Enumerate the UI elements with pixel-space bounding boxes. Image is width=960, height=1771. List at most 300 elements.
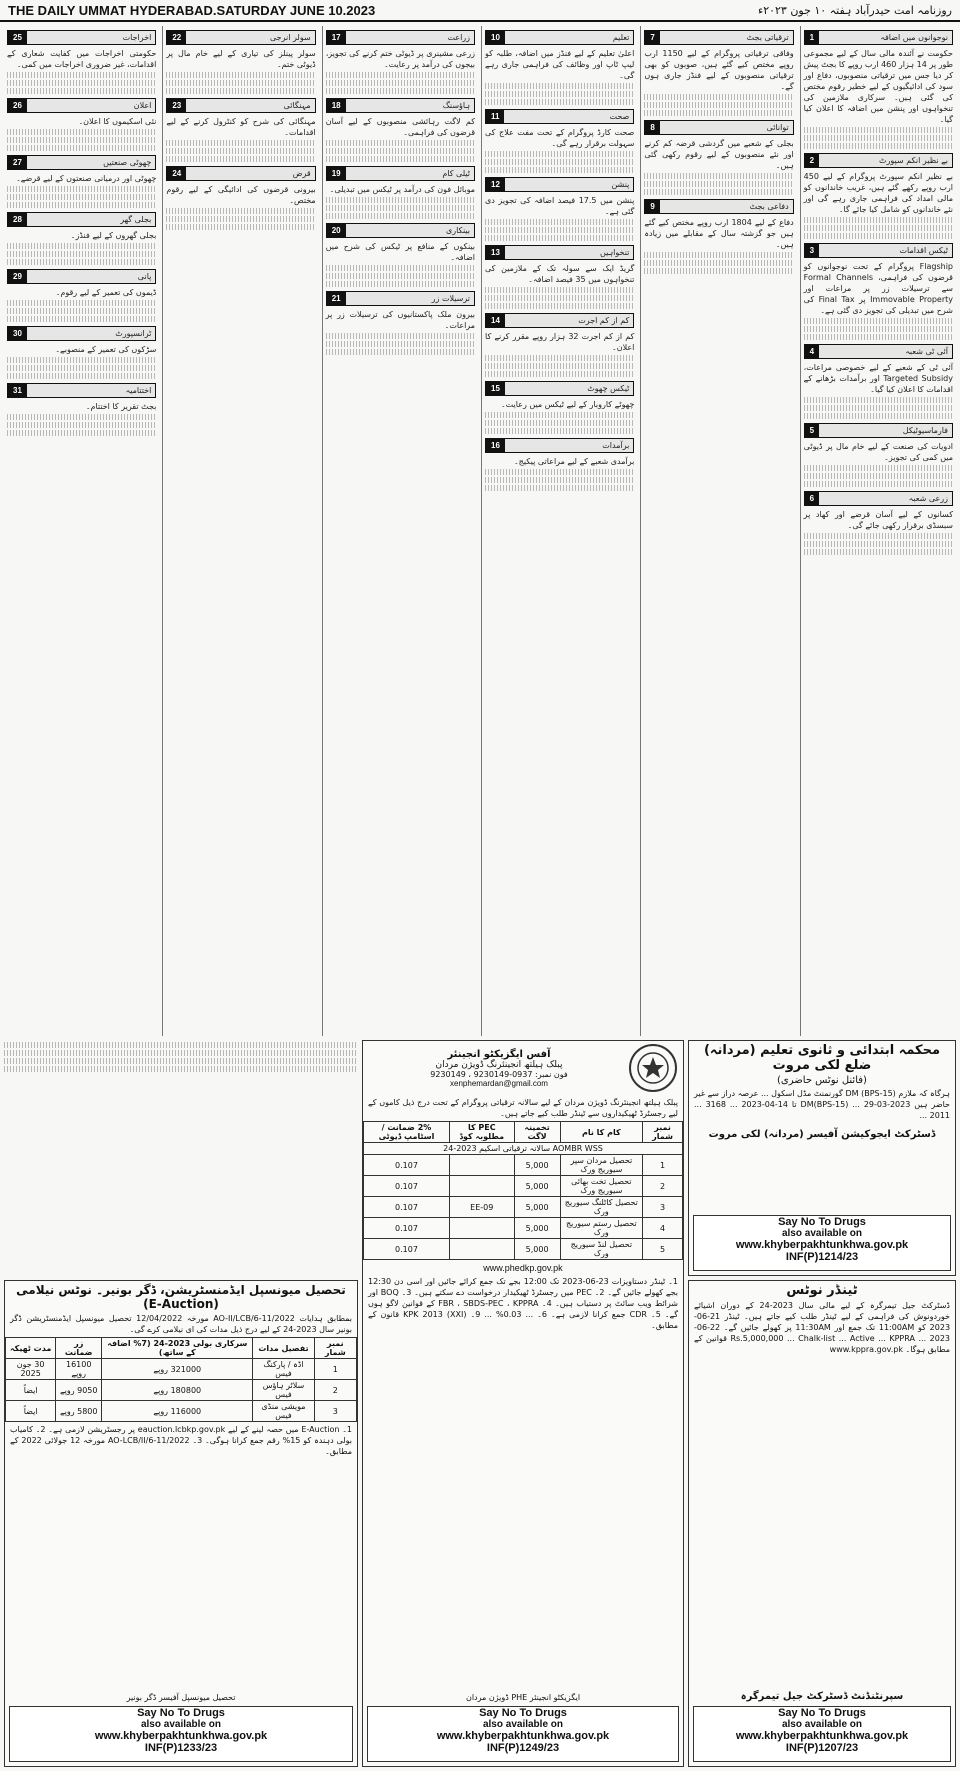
section-header [7,326,156,341]
text-filler-line [644,173,793,179]
section-text: بے نظیر انکم سپورٹ پروگرام کے لیے 450 ارب روپے رکھے گئے ہیں، غریب خاندانوں کو مالی امداد کی فراہمی جاری رہے گی اور نئے خاندانوں کو شامل کیا جائے گا۔ [803,172,953,214]
section-number: 29 [8,270,27,283]
say-no-to-drugs: Say No To Drugs [778,1707,866,1719]
text-filler-line [326,333,475,339]
text-filler-line [804,217,953,223]
text-filler-line [485,167,634,173]
table-cell: EE-09 [449,1197,514,1218]
text-filler-line [166,224,315,230]
table-header-cell: PEC کا مطلوبہ کوڈ [449,1122,514,1143]
table-cell: تحصیل رستم سیوریج ورک [560,1218,642,1239]
section-text: بیرون ملک پاکستانیوں کی ترسیلات زر پر مراعات۔ [325,310,476,330]
text-filler-line [644,252,793,258]
section-title: ٹیکس چھوٹ [587,384,630,393]
table-header-cell: مدت ٹھیکہ [6,1338,56,1359]
section-header [7,155,156,170]
text-filler-line [326,281,475,287]
section-title: برآمدات [602,441,630,450]
table-cell: 5 [643,1239,683,1260]
section-header [7,269,156,284]
section-text: چھوٹی اور درمیانی صنعتوں کے لیے قرضے۔ [16,174,157,183]
text-filler-line [166,140,315,146]
text-filler-line [7,414,156,420]
section-title: قرض [292,169,311,178]
text-filler-line [326,156,475,162]
text-filler-line [326,341,475,347]
text-filler-line [166,72,315,78]
text-filler-line [7,300,156,306]
text-filler-line [7,145,156,151]
tender-title: ٹینڈر نوٹس [786,1283,858,1298]
section-text: بیرونی قرضوں کی ادائیگی کے لیے رقوم مختص۔ [166,185,316,205]
text-filler-line [644,94,793,100]
table-cell: 2 [643,1176,683,1197]
section-text: سولر پینلز کی تیاری کے لیے خام مال پر ڈیوٹی ختم۔ [166,49,316,69]
masthead [0,0,960,22]
section-text: ادویات کی صنعت کے لیے خام مال پر ڈیوٹی میں کمی کی تجویز۔ [803,442,953,462]
section-text: بینکوں کے منافع پر ٹیکس کی شرح میں اضافہ۔ [325,242,476,262]
section-number: 14 [486,314,505,327]
table-cell: 9050 روپے [56,1380,102,1401]
section-header [804,243,953,258]
notice-ref: INF(P)1214/23 [785,1251,859,1263]
text-filler-line [804,405,953,411]
section-text: نئی اسکیموں کا اعلان۔ [78,117,157,126]
website-link[interactable]: www.khyberpakhtunkhwa.gov.pk [436,1730,610,1742]
text-filler-line [804,318,953,324]
text-filler-line [485,363,634,369]
text-filler-line [326,148,475,154]
tender-footer [693,1706,951,1762]
section-number: 1 [805,31,819,44]
table-cell: ایضاً [6,1380,56,1401]
kp-government-logo-icon [629,1044,677,1092]
section-title: ہاؤسنگ [442,101,471,110]
section-title: سولر انرجی [269,33,311,42]
section-header [7,212,156,227]
available-on: also available on [781,1719,863,1730]
table-cell: 30 جون 2025 [6,1359,56,1380]
news-column [322,26,478,1036]
section-header [7,383,156,398]
text-filler-line [644,181,793,187]
table-cell: تحصیل لنڈ سیوریج ورک [560,1239,642,1260]
text-filler-line [485,83,634,89]
text-filler-line [7,422,156,428]
text-filler-line [7,129,156,135]
section-number: 11 [486,110,504,123]
section-title: ٹیلی کام [442,169,471,178]
auction-footer [9,1706,353,1762]
text-filler-line [166,88,315,94]
section-title: ترسیلات زر [431,294,471,303]
section-title: اخراجات [122,33,152,42]
text-filler-line [7,316,156,322]
text-filler-line [804,549,953,555]
text-filler-line [804,413,953,419]
text-filler-line [7,251,156,257]
table-cell [449,1155,514,1176]
auction-conditions: 1۔ E-Auction میں حصہ لینے کے لیے eauction.lcbkp.gov.pk پر رجسٹریشن لازمی ہے۔ 2۔ کامیاب بولی دہندہ کو 15% رقم جمع کرانا ہوگی۔ 3۔ AO-LCB/II/6-11/2022 مورخہ 12 جولائی 2022 کے مطابق۔ [10,1425,353,1456]
text-filler-line [166,216,315,222]
text-filler-line [804,473,953,479]
text-filler-line [7,308,156,314]
text-filler-line [7,72,156,78]
section-header [804,344,953,359]
section-number: 7 [645,31,659,44]
phe-email[interactable]: xenphemardan@gmail.com [450,1078,548,1088]
section-number: 17 [327,31,346,44]
text-filler-line [326,80,475,86]
phe-footer [367,1706,679,1762]
section-header [7,30,156,45]
text-filler-line [7,186,156,192]
section-text: کم لاگت رہائشی منصوبوں کے لیے آسان قرضوں کی فراہمی۔ [325,117,476,137]
text-filler-line [804,225,953,231]
phe-tender-notice [362,1040,684,1767]
text-filler-line [7,373,156,379]
section-text: مہنگائی کی شرح کو کنٹرول کرنے کے لیے اقدامات۔ [166,117,316,137]
section-text: حکومت نے آئندہ مالی سال کے لیے مجموعی طور پر 14 ہزار 460 ارب روپے کا بجٹ پیش کر دیا جس میں ترقیاتی منصوبوں، دفاع اور سود کی ادائیگیوں کے لیے خطیر رقوم مختص کی گئی ہیں۔ سرکاری ملازمین کی تنخواہوں اور پنشن میں اضافہ کا اعلان کیا گیا۔ [803,49,953,124]
text-filler-line [326,72,475,78]
section-number: 27 [8,156,27,169]
section-header [326,30,475,45]
table-cell: تحصیل مردان سپر سیوریج ورک [560,1155,642,1176]
table-row [6,1401,357,1422]
table-header-cell: 2% ضمانت / اسٹامپ ڈیوٹی [364,1122,450,1143]
jail-tender-notice [688,1280,956,1767]
text-filler-line [485,303,634,309]
table-header-cell: سرکاری بولی 2023-24 (7% اضافہ کے ساتھ) [102,1338,253,1359]
notice-ref: INF(P)1249/23 [486,1742,560,1754]
section-header [644,30,793,45]
text-filler-line [326,88,475,94]
text-filler-line [804,397,953,403]
table-header-cell: کام کا نام [560,1122,642,1143]
section-text: Flagship پروگرام کے تحت نوجوانوں کو قرضوں کی فراہمی، Formal Channels سے ترسیلات زر پر مراعات اور Immovable Property پر Final Tax کی شرح میں تبدیلی کی تجویز دی گئی ہے۔ [803,262,954,315]
table-cell: سلاٹر ہاؤس فیس [253,1380,314,1401]
text-filler-line [485,371,634,377]
section-title: بجلی گھر [120,215,152,224]
text-filler-line [7,88,156,94]
section-title: تعلیم [612,33,630,42]
section-number: 30 [8,327,27,340]
section-number: 20 [327,224,346,237]
section-title: دفاعی بجٹ [749,202,789,211]
section-title: آئی ٹی شعبہ [905,347,948,356]
text-filler-line [485,428,634,434]
table-cell: 180800 روپے [102,1380,253,1401]
table-cell [449,1239,514,1260]
text-filler-line [485,287,634,293]
tender-office: سپرنٹنڈنٹ ڈسٹرکٹ جیل تیمرگرہ [740,1691,904,1702]
notice-body: ہرگاہ کہ ملازم DM (BPS-15) گورنمنٹ مڈل اسکول ... عرصہ دراز سے غیر حاضر ہیں DM(BPS-15) ... 29-03-2023 تا 14-04-2023 ... 3168 ... 2011 ... [694,1089,951,1120]
table-cell: 5,000 [514,1239,560,1260]
phe-intro: پبلک ہیلتھ انجینئرنگ ڈویژن مردان کے لیے سالانہ ترقیاتی پروگرام کے تحت درج ذیل کاموں کے لیے رجسٹرڈ ٹھیکیداروں سے ٹینڈر طلب کیے جاتے ہیں۔ [368,1098,678,1118]
section-number: 15 [486,382,505,395]
text-filler-line [804,135,953,141]
auction-intro: بمطابق ہدایات AO-II/LCB/6-11/2022 مورخہ 12/04/2022 تحصیل میونسپل ایڈمنسٹریشن ڈگر بونیر سال 2023-24 کے لیے درج ذیل مدات کی ای نیلامی کرے گی۔ [10,1314,353,1334]
text-filler-line [485,477,634,483]
tender-body: ڈسٹرکٹ جیل تیمرگرہ کے لیے مالی سال 2023-24 کے دوران اشیائے خوردونوش کی فراہمی کے لیے ٹینڈر طلب کیے جاتے ہیں۔ ٹینڈر 21-06-2023 کو 11:00AM تک جمع اور 11:30AM پر کھولے جائیں گے۔ 22-06-2023 ... Rs.5,000,000 ... Chalk-list ... Active ... KPPRA قوانین کے مطابق ہوگا۔ www.kppra.gov.pk [694,1301,951,1354]
text-filler-line [804,127,953,133]
phe-header2: پبلک ہیلتھ انجینئرنگ ڈویژن مردان [435,1059,563,1070]
table-cell: 5800 روپے [56,1401,102,1422]
phe-header1: آفس ایگزیکٹو انجینئر [447,1048,551,1060]
table-header-cell: نمبر شمار [314,1338,356,1359]
text-filler-line [804,541,953,547]
section-title: نوجوانوں میں اضافہ [880,33,948,42]
section-header [644,120,793,135]
notice-ref: INF(P)1233/23 [144,1742,218,1754]
table-cell: 321000 روپے [102,1359,253,1380]
section-number: 31 [8,384,27,397]
section-header [166,30,315,45]
section-number: 18 [327,99,346,112]
table-cell: تحصیل تخت بھائی سیوریج ورک [560,1176,642,1197]
section-number: 23 [167,99,186,112]
available-on: also available on [482,1719,564,1730]
text-filler-line [7,137,156,143]
notice-title: محکمہ ابتدائی و ثانوی تعلیم (مردانہ) ضلع لکی مروت [703,1043,941,1073]
news-column [800,26,956,1036]
table-cell: 16100 روپے [56,1359,102,1380]
section-text: بجلی کے شعبے میں گردشی قرضہ کم کرنے اور نئے منصوبوں کے لیے رقوم رکھی گئی ہیں۔ [644,139,794,170]
auction-signature: تحصیل میونسپل آفیسر ڈگر بونیر [126,1693,236,1702]
section-text: پنشن میں 17.5 فیصد اضافہ کی تجویز دی گئی ہے۔ [485,196,635,216]
phe-tender-table [363,1121,683,1260]
section-header [804,153,953,168]
section-number: 16 [486,439,505,452]
table-cell: 5,000 [514,1197,560,1218]
table-row [364,1155,683,1176]
left-upper-area [4,1040,358,1276]
text-filler-line [166,148,315,154]
text-filler-line [326,197,475,203]
section-text: برآمدی شعبے کے لیے مراعاتی پیکیج۔ [513,457,635,466]
table-cell: 0.107 [364,1176,450,1197]
section-header [166,98,315,113]
text-filler-line [485,420,634,426]
text-filler-line [326,140,475,146]
phe-phone: فون نمبر: 0937-9230149 ، 9230149 [430,1069,568,1079]
text-filler-line [485,355,634,361]
table-cell: 1 [643,1155,683,1176]
table-row [6,1380,357,1401]
available-on: also available on [781,1228,863,1239]
text-filler-line [644,102,793,108]
text-filler-line [7,194,156,200]
section-title: اختتامیہ [125,386,152,395]
table-header-cell: نمبر شمار [643,1122,683,1143]
table-cell [449,1218,514,1239]
text-filler-line [485,91,634,97]
section-header [326,98,475,113]
text-filler-line [326,205,475,211]
section-title: اعلان [133,101,152,110]
section-number: 19 [327,167,346,180]
table-row [364,1239,683,1260]
text-filler-line [7,202,156,208]
section-header [326,166,475,181]
website-link[interactable]: www.khyberpakhtunkhwa.gov.pk [735,1239,909,1251]
text-filler-line [7,80,156,86]
say-no-to-drugs: Say No To Drugs [137,1707,225,1719]
text-filler-line [326,265,475,271]
section-title: مہنگائی [283,101,311,110]
section-text: آئی ٹی کے شعبے کے لیے خصوصی مراعات، Targeted Subsidy اور برآمدات بڑھانے کے اقدامات کا اعلان کیا گیا۔ [803,363,953,394]
text-filler-line [326,273,475,279]
section-title: توانائی [766,123,789,132]
text-filler-line [7,357,156,363]
section-number: 25 [8,31,27,44]
phe-website[interactable]: www.phedkp.gov.pk [483,1263,563,1273]
section-header [166,166,315,181]
section-title: فارماسیوٹیکل [902,426,948,435]
text-filler-line [485,485,634,491]
section-header [485,313,634,328]
section-text: صحت کارڈ پروگرام کے تحت مفت علاج کی سہولت برقرار رہے گی۔ [485,128,635,148]
section-header [485,109,634,124]
table-cell: ایضاً [6,1401,56,1422]
section-header [7,98,156,113]
say-no-to-drugs: Say No To Drugs [479,1707,567,1719]
table-cell: 5,000 [514,1176,560,1197]
text-filler-line [485,412,634,418]
section-title: پنشن [611,180,630,189]
section-number: 2 [805,154,819,167]
text-filler-line [7,430,156,436]
section-text: وفاقی ترقیاتی پروگرام کے لیے 1150 ارب روپے مختص کیے گئے ہیں، صوبوں کو بھی ترقیاتی منصوبوں کے لیے فنڈز جاری ہوں گے۔ [644,49,794,91]
urdu-date: روزنامہ امت حیدرآباد ہفتہ ۱۰ جون ۲۰۲۳ء [758,3,952,17]
newspaper-title: THE DAILY UMMAT HYDERABAD.SATURDAY JUNE 10.2023 [8,2,376,18]
text-filler-line [326,349,475,355]
recruitment-notice [688,1040,956,1276]
section-title: تنخواہیں [599,248,630,257]
website-link[interactable]: www.khyberpakhtunkhwa.gov.pk [94,1730,268,1742]
phe-adp-label: AOMBR WSS سالانہ ترقیاتی اسکیم 2023-24 [364,1143,683,1155]
section-number: 28 [8,213,27,226]
table-row [6,1359,357,1380]
section-title: بے نظیر انکم سپورٹ [879,156,948,165]
section-title: بینکاری [445,226,471,235]
text-filler-line [485,469,634,475]
notice-subtitle: (فائنل نوٹس حاضری) [777,1075,867,1086]
news-columns [4,26,956,1036]
section-text: دفاع کے لیے 1804 ارب روپے مختص کیے گئے ہیں جو گزشتہ سال کے مقابلے میں زیادہ ہیں۔ [644,218,794,249]
section-header [804,423,953,438]
news-column [4,26,159,1036]
table-cell [449,1176,514,1197]
text-filler-line [804,334,953,340]
table-row [364,1176,683,1197]
news-column [640,26,796,1036]
section-number: 6 [805,492,819,505]
section-text: چھوٹے کاروبار کے لیے ٹیکس میں رعایت۔ [500,400,635,409]
text-filler-line [644,110,793,116]
table-cell: 1 [314,1359,356,1380]
section-number: 21 [327,292,346,305]
section-header [326,223,475,238]
section-header [485,30,634,45]
text-filler-line [166,80,315,86]
website-link[interactable]: www.khyberpakhtunkhwa.gov.pk [735,1730,909,1742]
table-cell: تحصیل کاٹلنگ سیوریج ورک [560,1197,642,1218]
table-cell: 5,000 [514,1155,560,1176]
section-header [644,199,793,214]
table-cell: 4 [643,1218,683,1239]
notice-footer [693,1215,951,1271]
section-title: زراعت [447,33,471,42]
news-column [481,26,637,1036]
section-text: زرعی مشینری پر ڈیوٹی ختم کرنے کی تجویز، بیجوں کی درآمد پر رعایت۔ [325,49,476,69]
section-title: پانی [137,272,152,281]
section-number: 24 [167,167,186,180]
table-cell: 0.107 [364,1218,450,1239]
text-filler-line [804,326,953,332]
text-filler-line [485,235,634,241]
table-cell: 0.107 [364,1155,450,1176]
section-text: گریڈ ایک سے سولہ تک کے ملازمین کی تنخواہوں میں 35 فیصد اضافہ۔ [485,264,635,284]
text-filler-line [804,465,953,471]
section-text: اعلیٰ تعلیم کے لیے فنڈز میں اضافہ، طلبہ کو لیپ ٹاپ اور وظائف کی فراہمی جاری رہے گی۔ [485,49,635,80]
table-cell: 5,000 [514,1218,560,1239]
table-row [364,1197,683,1218]
text-filler-line [485,151,634,157]
section-text: سڑکوں کی تعمیر کے منصوبے۔ [55,345,157,354]
text-filler-line [485,159,634,165]
text-filler-line [326,213,475,219]
section-number: 4 [805,345,819,358]
section-text: کسانوں کے لیے آسان قرضے اور کھاد پر سبسڈی برقرار رکھی جائے گی۔ [803,510,953,530]
section-number: 12 [486,178,505,191]
text-filler-line [7,259,156,265]
auction-title: تحصیل میونسپل ایڈمنسٹریشن، ڈگر بونیر۔ نوٹس نیلامی (E-Auction) [16,1283,346,1311]
say-no-to-drugs: Say No To Drugs [778,1216,866,1228]
section-number: 8 [645,121,659,134]
section-number: 3 [805,244,819,257]
text-filler-line [485,295,634,301]
table-cell: 2 [314,1380,356,1401]
available-on: also available on [140,1719,222,1730]
text-filler-line [7,365,156,371]
text-filler-line [644,260,793,266]
text-filler-line [804,143,953,149]
notice-ref: INF(P)1207/23 [785,1742,859,1754]
section-text: موبائل فون کی درآمد پر ٹیکس میں تبدیلی۔ [329,185,476,194]
phe-signature: ایگزیکٹو انجینئر PHE ڈویژن مردان [465,1693,581,1702]
phe-conditions: 1۔ ٹینڈر دستاویزات 23-06-2023 تک 12:00 بجے تک جمع کرائے جائیں اور اسی دن 12:30 بجے کھولے جائیں گے۔ 2۔ PEC میں رجسٹرڈ ٹھیکیدار درخواست دے سکتے ہیں۔ 3۔ BOQ اور شرائط ویب سائٹ پر دستیاب ہیں۔ 4۔ FBR ، SBDS-PEC ، KPPRA کے قوانین لاگو ہوں گے۔ 5۔ CDR جمع کرانا لازمی ہے۔ 6۔ ... 0.03% ... 9۔ KPK 2013 (XXI) قانون کے مطابق۔ [368,1277,679,1330]
section-number: 9 [645,200,659,213]
section-title: چھوٹی صنعتیں [103,158,152,167]
text-filler-line [804,481,953,487]
table-cell: اڈہ / پارکنگ فیس [253,1359,314,1380]
news-column [162,26,318,1036]
section-number: 26 [8,99,27,112]
table-cell: 3 [643,1197,683,1218]
section-header [485,438,634,453]
section-title: زرعی شعبہ [908,494,948,503]
section-text: بجٹ تقریر کا اختتام۔ [85,402,157,411]
section-header [804,30,953,45]
section-header [804,491,953,506]
text-filler-line [166,156,315,162]
table-cell: 0.107 [364,1197,450,1218]
text-filler-line [485,219,634,225]
table-cell: مویشی منڈی فیس [253,1401,314,1422]
auction-notice [4,1280,358,1767]
section-title: ٹیکس اقدامات [899,246,948,255]
